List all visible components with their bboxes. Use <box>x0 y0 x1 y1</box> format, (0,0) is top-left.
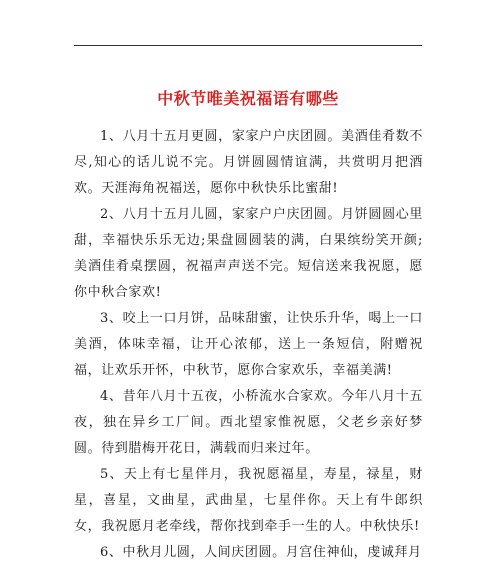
paragraph-6: 6、中秋月儿圆，人间庆团圆。月宫住神仙，虔诚拜月 <box>100 545 422 560</box>
paragraph-1: 1、八月十五月更圆，家家户户庆团圆。美酒佳肴数不尽,知心的话儿说不完。月饼圆圆情谊满，共赏明月把酒欢。天涯海角祝福送，愿你中秋快乐比蜜甜! <box>74 129 423 196</box>
paragraph-5: 5、天上有七星伴月，我祝愿福星，寿星，禄星，财星，喜星，文曲星，武曲星，七星伴你。天上有牛郎织女，我祝愿月老牵线，帮你找到牵手一生的人。中秋快乐! <box>74 467 423 534</box>
paragraph-4: 4、昔年八月十五夜，小桥流水合家欢。今年八月十五夜，独在异乡工厂间。西北望家惟祝愿，父老乡亲好梦圆。待到腊梅开花日，满载而归来过年。 <box>74 389 423 456</box>
paragraph-3: 3、咬上一口月饼，品味甜蜜，让快乐升华，喝上一口美酒，体味幸福，让开心浓郁，送上一条短信，附赠祝福，让欢乐开怀，中秋节，愿你合家欢乐，幸福美满! <box>74 311 423 378</box>
header-rule <box>74 45 422 46</box>
document-title: 中秋节唯美祝福语有哪些 <box>157 89 339 108</box>
document-body <box>74 124 423 566</box>
paragraph-2: 2、八月十五月儿圆，家家户户庆团圆。月饼圆圆心里甜，幸福快乐乐无边;果盘圆圆装的满，白果缤纷笑开颜;美酒佳肴桌摆圆，祝福声声送不完。短信送来我祝愿，愿你中秋合家欢! <box>74 207 423 300</box>
